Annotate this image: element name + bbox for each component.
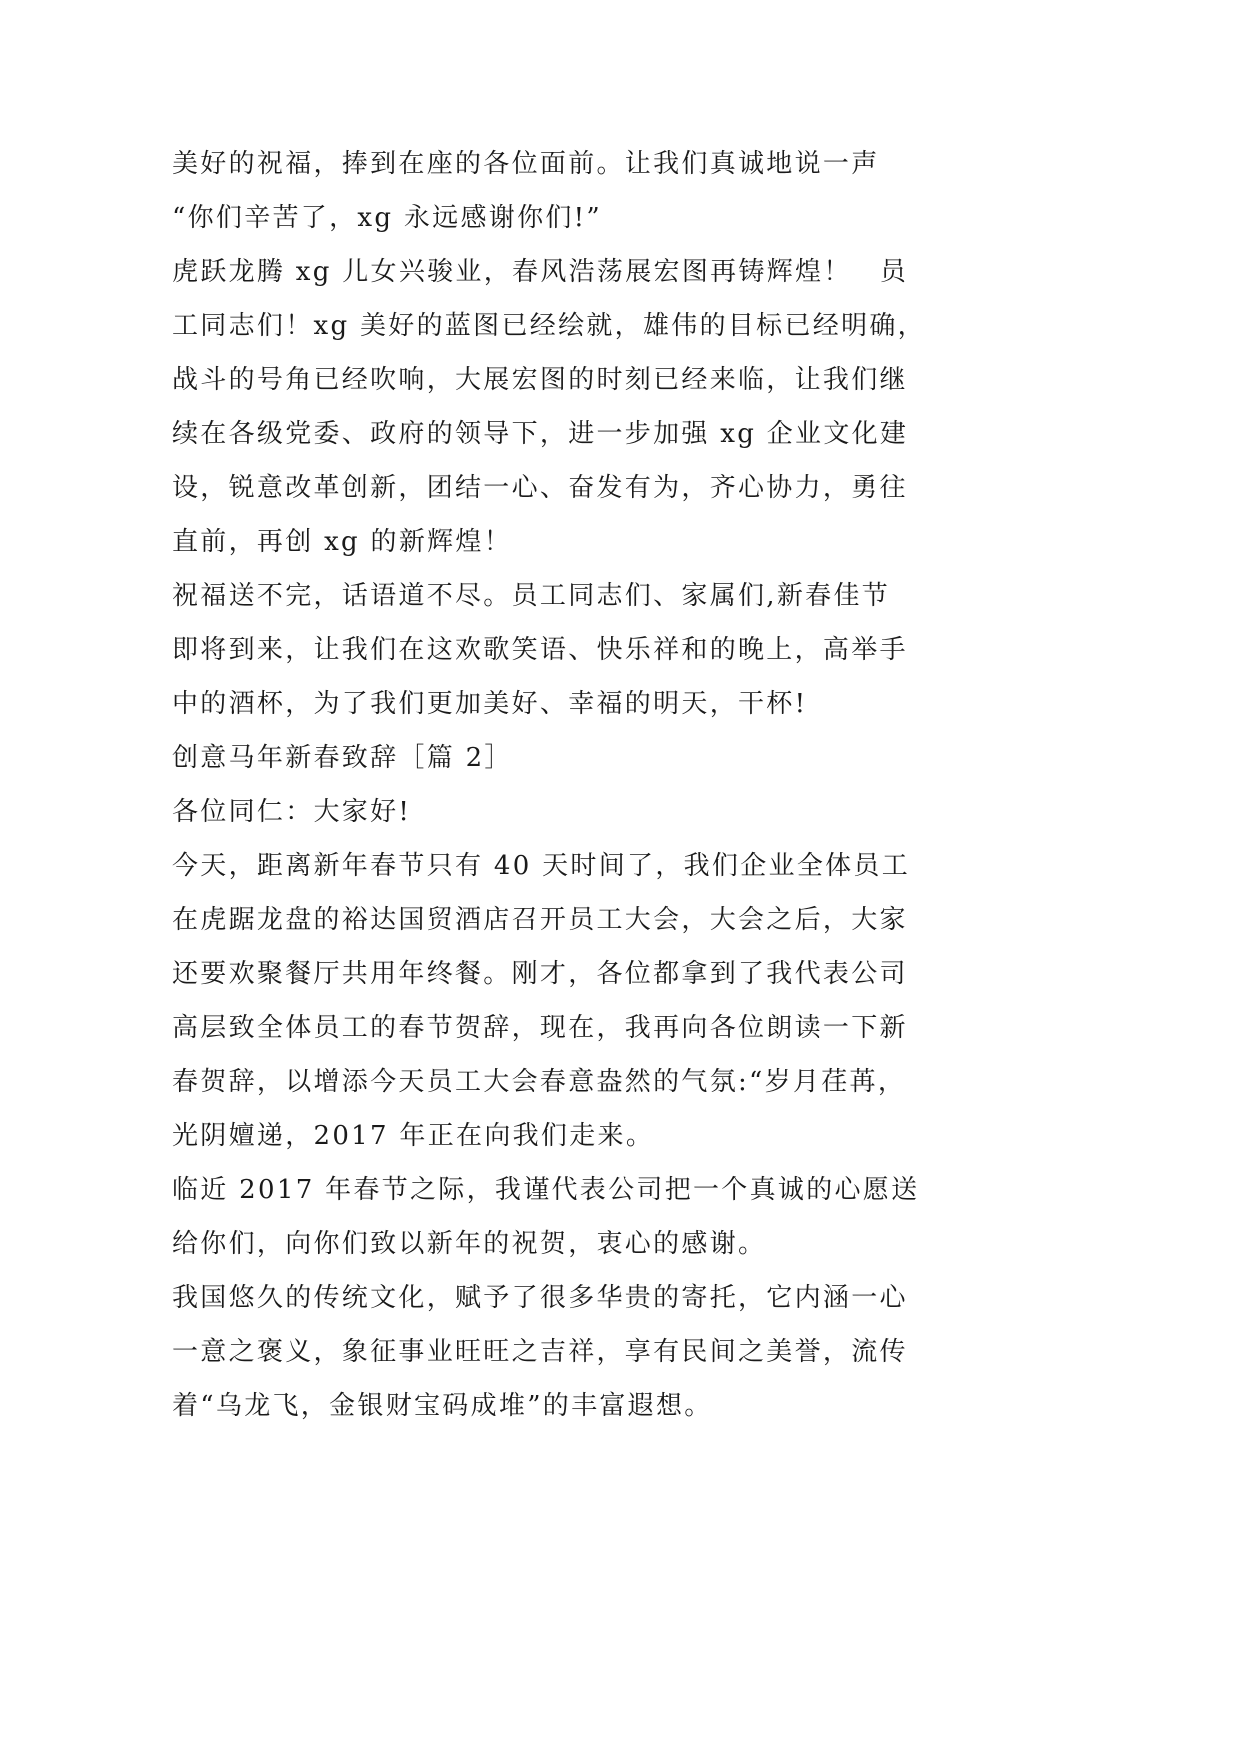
text-line: 春贺辞，以增添今天员工大会春意盎然的气氛:“岁月荏苒， — [172, 1067, 907, 1097]
text-line: 还要欢聚餐厅共用年终餐。刚才，各位都拿到了我代表公司 — [172, 959, 908, 989]
text-line: 光阴嬗递，2017 年正在向我们走来。 — [172, 1121, 655, 1151]
text-line: “你们辛苦了，xg 永远感谢你们!” — [172, 203, 603, 233]
text-line: 中的酒杯，为了我们更加美好、幸福的明天，干杯! — [172, 689, 808, 719]
text-line: 设，锐意改革创新，团结一心、奋发有为，齐心协力，勇往 — [172, 473, 908, 503]
text-line: 工同志们！xg 美好的蓝图已经绘就，雄伟的目标已经明确， — [172, 311, 926, 341]
text-line: 我国悠久的传统文化，赋予了很多华贵的寄托，它内涵一心 — [172, 1283, 908, 1313]
salutation: 各位同仁：大家好! — [172, 797, 412, 827]
text-line: 战斗的号角已经吹响，大展宏图的时刻已经来临，让我们继 — [172, 365, 908, 395]
text-line: 一意之褒义，象征事业旺旺之吉祥，享有民间之美誉，流传 — [172, 1337, 908, 1367]
text-line: 临近 2017 年春节之际，我谨代表公司把一个真诚的心愿送 — [172, 1175, 920, 1205]
text-line: 着“乌龙飞，金银财宝码成堆”的丰富遐想。 — [172, 1391, 713, 1421]
text-line: 美好的祝福，捧到在座的各位面前。让我们真诚地说一声 — [172, 149, 880, 179]
text-line: 即将到来，让我们在这欢歌笑语、快乐祥和的晚上，高举手 — [172, 635, 908, 665]
text-line: 在虎踞龙盘的裕达国贸酒店召开员工大会，大会之后，大家 — [172, 905, 908, 935]
text-line: 续在各级党委、政府的领导下，进一步加强 xg 企业文化建 — [172, 419, 909, 449]
section-heading: 创意马年新春致辞［篇 2］ — [172, 743, 513, 773]
text-line: 给你们，向你们致以新年的祝贺，衷心的感谢。 — [172, 1229, 767, 1259]
text-line: 直前，再创 xg 的新辉煌！ — [172, 527, 513, 557]
text-line: 虎跃龙腾 xg 儿女兴骏业，春风浩荡展宏图再铸辉煌！ 员 — [172, 257, 909, 287]
text-line: 今天，距离新年春节只有 40 天时间了，我们企业全体员工 — [172, 851, 911, 881]
text-line: 祝福送不完，话语道不尽。员工同志们、家属们,新春佳节 — [172, 581, 891, 611]
text-line: 高层致全体员工的春节贺辞，现在，我再向各位朗读一下新 — [172, 1013, 908, 1043]
